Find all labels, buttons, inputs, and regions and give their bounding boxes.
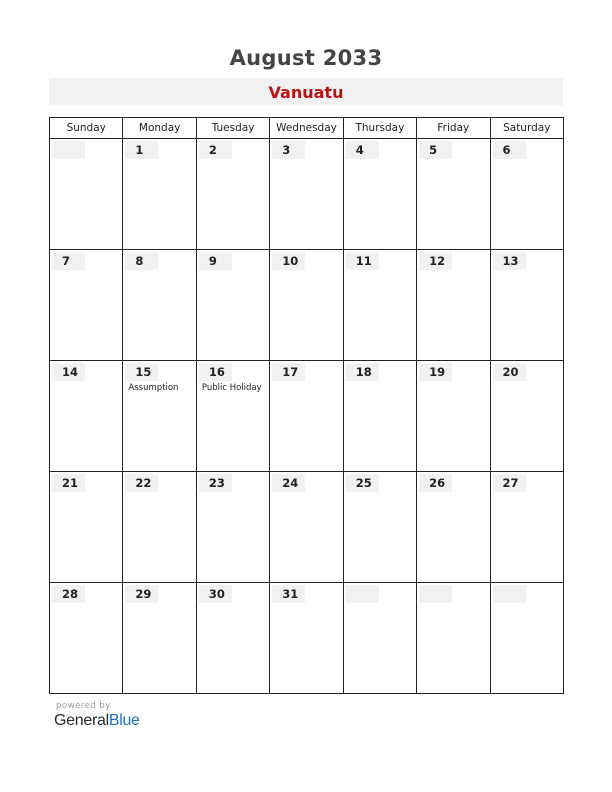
day-cell [50, 583, 123, 694]
day-number: 14 [52, 363, 85, 381]
day-cell [417, 361, 490, 472]
day-number: 9 [199, 252, 232, 270]
day-number: 13 [493, 252, 526, 270]
day-cell [343, 250, 416, 361]
day-cell [270, 250, 343, 361]
day-number: 15 [125, 363, 158, 381]
day-number: 26 [419, 474, 452, 492]
weekday-header-sunday: Sunday [50, 118, 123, 139]
week-row [50, 361, 564, 472]
day-number [346, 585, 379, 603]
day-number: 24 [272, 474, 305, 492]
day-number: 8 [125, 252, 158, 270]
calendar-body [50, 139, 564, 694]
day-cell [123, 139, 196, 250]
day-number: 6 [493, 141, 526, 159]
powered-by-text: powered by [56, 701, 111, 711]
day-cell [123, 472, 196, 583]
day-cell [123, 250, 196, 361]
day-cell [270, 583, 343, 694]
weekday-header-saturday: Saturday [490, 118, 563, 139]
day-cell [490, 139, 563, 250]
day-cell [50, 361, 123, 472]
day-cell [343, 583, 416, 694]
day-number: 1 [125, 141, 158, 159]
day-number [493, 585, 526, 603]
weekday-header-wednesday: Wednesday [270, 118, 343, 139]
day-number: 12 [419, 252, 452, 270]
weekday-header-friday: Friday [417, 118, 490, 139]
day-number [419, 585, 452, 603]
day-number: 29 [125, 585, 158, 603]
day-number: 18 [346, 363, 379, 381]
day-cell [196, 583, 269, 694]
day-cell [417, 583, 490, 694]
weekday-header-row [50, 118, 564, 139]
day-number: 19 [419, 363, 452, 381]
day-number: 7 [52, 252, 85, 270]
day-cell [417, 139, 490, 250]
calendar-grid [49, 117, 564, 694]
day-number: 4 [346, 141, 379, 159]
day-number: 31 [272, 585, 305, 603]
day-number: 30 [199, 585, 232, 603]
holiday-label: Public Holiday [201, 383, 262, 393]
day-number: 10 [272, 252, 305, 270]
weekday-header-thursday: Thursday [343, 118, 416, 139]
day-number: 5 [419, 141, 452, 159]
day-number: 22 [125, 474, 158, 492]
day-number: 25 [346, 474, 379, 492]
day-cell [50, 139, 123, 250]
brand-logo-general: General [54, 712, 109, 729]
country-name: Vanuatu [268, 83, 344, 102]
day-number: 16 [199, 363, 232, 381]
day-cell [343, 472, 416, 583]
day-cell [490, 250, 563, 361]
day-cell [196, 472, 269, 583]
day-cell [196, 250, 269, 361]
week-row [50, 583, 564, 694]
week-row [50, 250, 564, 361]
day-number: 11 [346, 252, 379, 270]
day-number: 27 [493, 474, 526, 492]
day-cell [490, 472, 563, 583]
day-number: 17 [272, 363, 305, 381]
day-cell [417, 472, 490, 583]
day-cell [50, 250, 123, 361]
day-cell [343, 361, 416, 472]
weekday-header-monday: Monday [123, 118, 196, 139]
day-cell [270, 139, 343, 250]
day-number: 3 [272, 141, 305, 159]
brand-logo[interactable] [54, 712, 140, 730]
day-number: 2 [199, 141, 232, 159]
day-number: 23 [199, 474, 232, 492]
calendar-title: August 2033 [229, 46, 383, 70]
day-cell [50, 472, 123, 583]
day-number: 28 [52, 585, 85, 603]
brand-logo-blue: Blue [108, 712, 140, 729]
day-cell [123, 361, 196, 472]
day-cell [123, 583, 196, 694]
day-number: 20 [493, 363, 526, 381]
day-cell [417, 250, 490, 361]
week-row [50, 139, 564, 250]
day-number [52, 141, 85, 159]
day-cell [196, 139, 269, 250]
day-cell [270, 361, 343, 472]
week-row [50, 472, 564, 583]
day-cell [270, 472, 343, 583]
day-cell [343, 139, 416, 250]
day-cell [490, 361, 563, 472]
weekday-header-tuesday: Tuesday [196, 118, 269, 139]
day-cell [490, 583, 563, 694]
day-number: 21 [52, 474, 85, 492]
holiday-label: Assumption [128, 383, 179, 393]
day-cell [196, 361, 269, 472]
